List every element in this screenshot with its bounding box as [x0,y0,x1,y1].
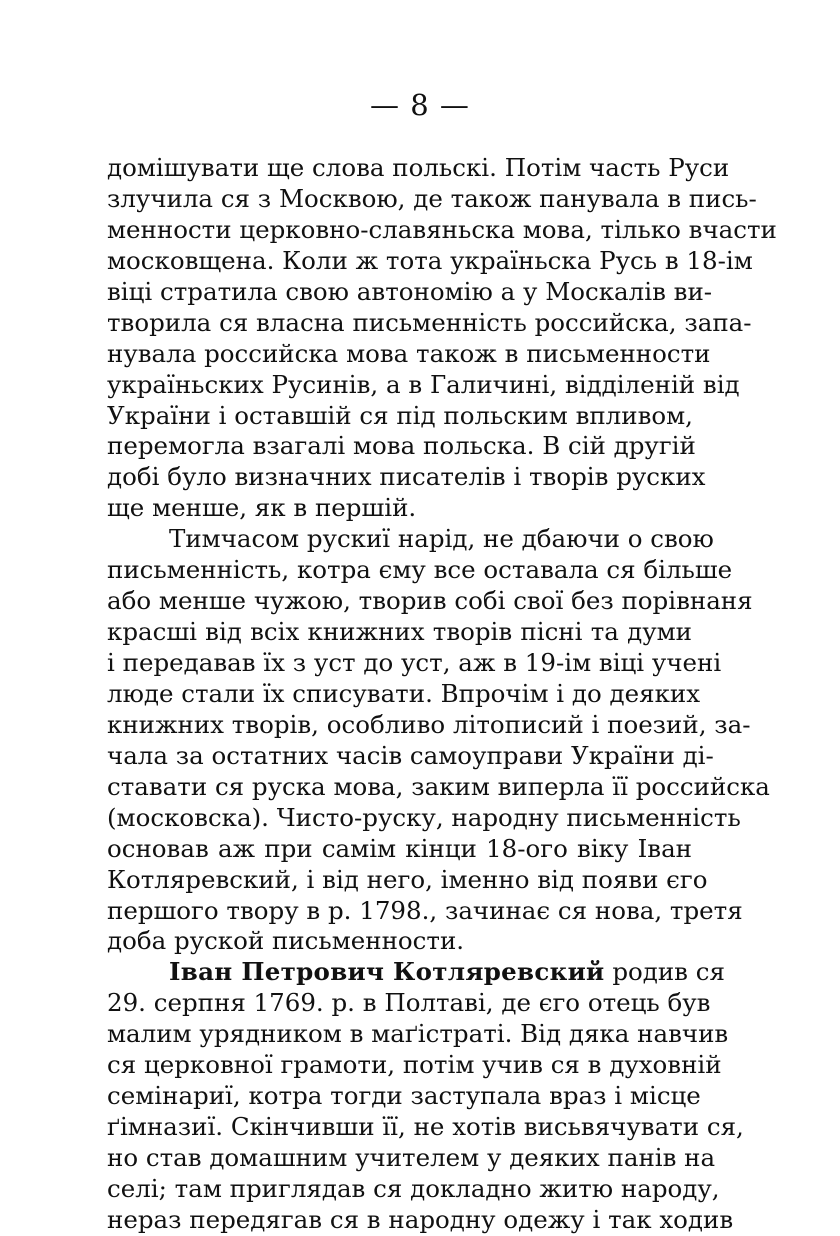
lead-rest: родив ся [604,957,725,987]
paragraph-line: перемогла взагалі мова польска. В сій другій [107,431,696,461]
paragraph-line: но став домашним учителем у деяких панів на [107,1143,716,1172]
paragraph-line: україньских Русинів, а в Галичині, відділеній від [107,369,740,399]
paragraph-line: 29. серпня 1769. р. в Полтаві, де єго отець був [107,988,711,1018]
paragraph-line: менности церковно-славяньска мова, тілько вчасти [107,214,777,244]
body-text [107,153,777,1236]
paragraph-2 [107,524,770,957]
paragraph-line: ставати ся руска мова, заким виперла її российска [107,771,770,801]
paragraph-line: чала за остатних часів самоуправи України ді- [107,740,714,770]
paragraph-line: України і оставшій ся під польским впливом, [107,400,693,430]
paragraph-line: або менше чужою, творив собі свої без порівнаня [107,586,753,616]
page-number: — 8 — [370,88,470,122]
paragraph-line: письменність, котра єму все оставала ся більше [107,555,733,585]
paragraph-line: Котляревский, і від него, іменно від появи єго [107,864,708,894]
paragraph-line: і передавав їх з уст до уст, аж в 19-ім віці учені [107,648,722,677]
paragraph-line: основав аж при самім кінци 18-ого віку Іван [107,833,692,863]
paragraph-line: Тимчасом рускиї нарід, не дбаючи о свою [169,524,714,554]
paragraph-line: віці стратила свою автономію а у Москалів ви- [107,276,713,306]
paragraph-line: нувала российска мова також в письменности [107,338,711,368]
paragraph-line: нераз передягав ся в народну одежу і так ходив [107,1204,734,1234]
paragraph-line: домішувати ще слова польскі. Потім часть Руси [107,153,730,182]
paragraph-line: першого твору в р. 1798., зачинає ся нова, третя [107,895,743,925]
paragraph-line: ще менше, як в першій. [107,493,417,523]
paragraph-line: семінариї, котра тогди заступала враз і місце [107,1081,701,1111]
paragraph-1 [107,153,777,524]
paragraph-line: малим урядником в маґістраті. Від дяка навчив [107,1019,729,1049]
paragraph-line: книжних творів, особливо літописий і поезий, за- [107,709,751,739]
author-name: Іван Петрович Котляревский [169,957,605,987]
paragraph-line: ся церковної грамоти, потім учив ся в духовній [107,1050,722,1080]
paragraph-line: добі було визначних писателів і творів руских [107,462,706,492]
paragraph-line: московщена. Коли ж тота україньска Русь в 18-ім [107,245,753,275]
paragraph-line: красші від всіх книжних творів пісні та думи [107,617,692,647]
paragraph-line [107,957,725,988]
paragraph-3 [107,957,744,1235]
paragraph-line: творила ся власна письменність российска, запа- [107,307,752,337]
paragraph-line: селі; там приглядав ся докладно житю народу, [107,1173,720,1203]
paragraph-line: люде стали їх списувати. Впрочім і до деяких [107,678,701,708]
paragraph-line: злучила ся з Москвою, де також панувала в пись- [107,183,757,213]
paragraph-line: доба руской письменности. [107,926,465,956]
paragraph-line: (московска). Чисто-руску, народну письменність [107,802,741,832]
paragraph-line: ґімназиї. Скінчивши її, не хотів висьвячувати ся, [107,1112,744,1142]
